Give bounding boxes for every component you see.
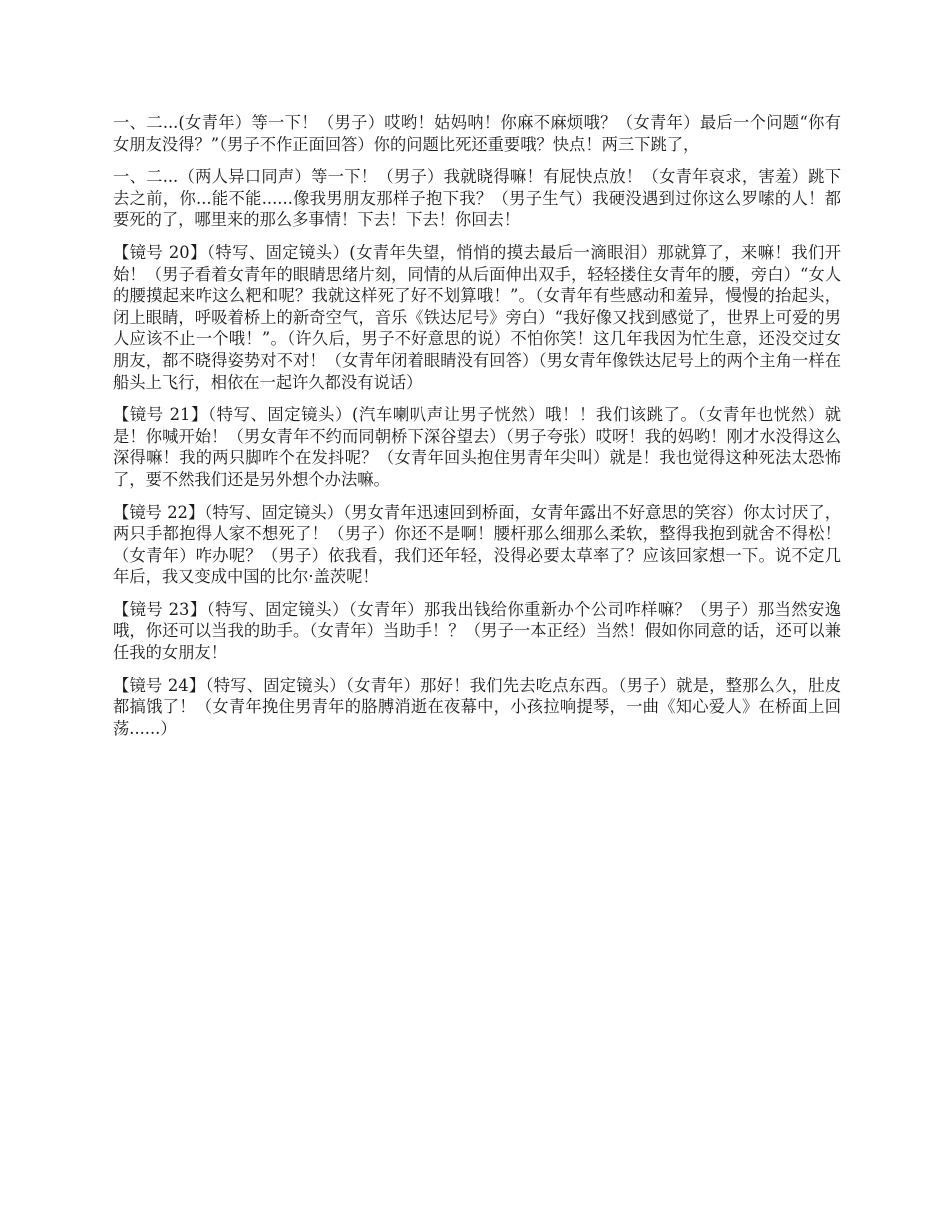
shot-number: 【镜号 23】 [113,599,207,619]
paragraph [113,502,841,588]
paragraph-text: （特写、固定镜头）(女青年失望，悄悄的摸去最后一滴眼泪）那就算了，来嘛！我们开始！（男子看着女青年的眼睛思绪片刻，同情的从后面伸出双手，轻轻搂住女青年的腰，旁白）“女人的腰摸起来咋这么粑和呢？我就这样死了好不划算哦！”。（女青年有些感动和羞异，慢慢的抬起头，闭上眼睛，呼吸着桥上的新奇空气，音乐《铁达尼号》旁白）“我好像又找到感觉了，世界上可爱的男人应该不止一个哦！”。（许久后，男子不好意思的说）不怕你笑！这几年我因为忙生意，还没交过女朋友，都不晓得姿势对不对！（女青年闭着眼睛没有回答）（男女青年像铁达尼号上的两个主角一样在船头上飞行，相依在一起许久都没有说话） [113,242,841,392]
paragraph [113,242,841,393]
paragraph-text: （特写、固定镜头）（女青年）那我出钱给你重新办个公司咋样嘛？（男子）那当然安逸哦，你还可以当我的助手。（女青年）当助手！？（男子一本正经）当然！假如你同意的话，还可以兼任我的女朋友！ [113,599,841,663]
paragraph-text: 一、二...（两人异口同声）等一下！（男子）我就晓得嘛！有屁快点放！（女青年哀求，害羞）跳下去之前，你...能不能......像我男朋友那样子抱下我？（男子生气）我硬没遇到过你这么罗嗦的人！都要死的了，哪里来的那么多事情！下去！下去！你回去！ [113,167,841,230]
shot-number: 【镜号 24】 [113,675,206,695]
paragraph-text: 一、二...(女青年）等一下！（男子）哎哟！姑妈呐！你麻不麻烦哦？（女青年）最后一个问题“你有女朋友没得？”（男子不作正面回答）你的问题比死还重要哦？快点！两三下跳了， [113,113,841,154]
shot-number: 【镜号 22】 [113,502,205,522]
paragraph-text: （特写、固定镜头）（女青年）那好！我们先去吃点东西。（男子）就是，整那么久，肚皮都搞饿了！（女青年挽住男青年的胳膊消逝在夜幕中，小孩拉响提琴，一曲《知心爱人》在桥面上回荡......） [113,675,841,738]
paragraph [113,675,841,740]
paragraph [113,166,841,231]
shot-number: 【镜号 20】 [113,242,207,262]
shot-number: 【镜号 21】 [113,405,208,425]
paragraph-text: （特写、固定镜头）(汽车喇叭声让男子恍然）哦！！我们该跳了。（女青年也恍然）就是！你喊开始！（男女青年不约而同朝桥下深谷望去）（男子夸张）哎呀！我的妈哟！刚才水没得这么深得嘛！我的两只脚咋个在发抖呢？（女青年回头抱住男青年尖叫）就是！我也觉得这种死法太恐怖了，要不然我们还是另外想个办法嘛。 [113,405,841,489]
paragraph [113,112,841,155]
paragraph-text: （特写、固定镜头）（男女青年迅速回到桥面，女青年露出不好意思的笑容）你太讨厌了，两只手都抱得人家不想死了！（男子）你还不是啊！腰杆那么细那么柔软，整得我抱到就舍不得松！（女青年）咋办呢？（男子）依我看，我们还年轻，没得必要太草率了？应该回家想一下。说不定几年后，我又变成中国的比尔·盖茨呢！ [113,502,841,587]
document-body [113,112,841,750]
paragraph [113,599,841,664]
paragraph [113,404,841,490]
